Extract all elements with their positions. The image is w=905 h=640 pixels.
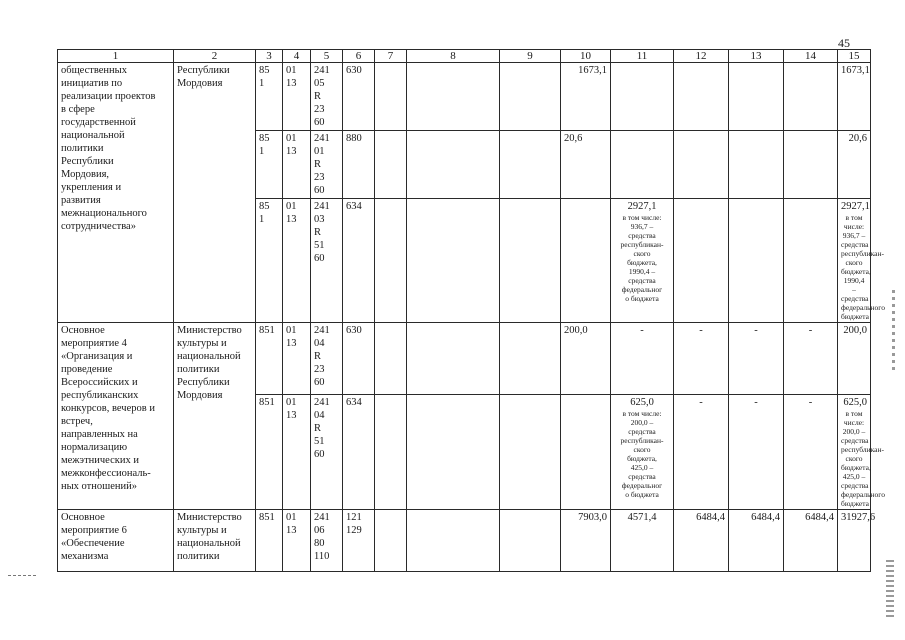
header-cell: 6 — [343, 50, 375, 63]
header-cell: 9 — [500, 50, 561, 63]
target-code: 241 03 R 51 60 — [311, 199, 343, 323]
funding-note: в том числе: 936,7 – средства республикан- ского бюджета, 1990,4 – средства федеральног о бюджета — [620, 213, 664, 303]
grbs-code: 85 1 — [256, 199, 283, 323]
target-code: 241 06 80 110 — [311, 510, 343, 572]
expense-code: 634 — [343, 199, 375, 323]
section-code: 01 13 — [283, 131, 311, 199]
header-cell: 15 — [838, 50, 871, 63]
funding-cell — [611, 199, 674, 323]
year-value: - — [611, 323, 674, 395]
year-value: - — [729, 323, 784, 395]
header-cell: 5 — [311, 50, 343, 63]
year-value: 1673,1 — [561, 63, 611, 131]
header-cell: 7 — [375, 50, 407, 63]
header-cell: 12 — [674, 50, 729, 63]
section-code: 01 13 — [283, 63, 311, 131]
grbs-code: 85 1 — [256, 131, 283, 199]
year-value: - — [729, 395, 784, 510]
total-note: в том числе: 936,7 – средства республикан- ского бюджета, 1990,4 – средства федерального бюджета — [841, 213, 885, 321]
total-note: в том числе: 200,0 – средства республикан- ского бюджета, 425,0 – средства федерального бюджета — [841, 409, 885, 508]
activity-name: общественных инициатив по реализации проектов в сфере государственной национальной политики Республики Мордовия, укрепления и развития межнационального сотрудничества» — [58, 63, 174, 323]
year-value: - — [674, 323, 729, 395]
section-code: 01 13 — [283, 510, 311, 572]
header-cell: 11 — [611, 50, 674, 63]
year-value: 6484,4 — [674, 510, 729, 572]
year-value: - — [784, 323, 838, 395]
executor: Республики Мордовия — [174, 63, 256, 323]
year-value: - — [674, 395, 729, 510]
header-cell: 13 — [729, 50, 784, 63]
expense-code: 121 129 — [343, 510, 375, 572]
expense-code: 630 — [343, 63, 375, 131]
section-code: 01 13 — [283, 323, 311, 395]
total-value: 625,0 — [843, 397, 867, 408]
expense-code: 880 — [343, 131, 375, 199]
grbs-code: 851 — [256, 395, 283, 510]
target-code: 241 05 R 23 60 — [311, 63, 343, 131]
year-value: 7903,0 — [561, 510, 611, 572]
year-value: 200,0 — [561, 323, 611, 395]
activity-name: Основное мероприятие 6 «Обеспечение механизма — [58, 510, 174, 572]
executor: Министерство культуры и национальной политики — [174, 510, 256, 572]
header-row — [58, 50, 871, 63]
funding-amount: 625,0 — [630, 397, 654, 408]
page-number: 45 — [838, 36, 850, 50]
activity-name: Основное мероприятие 4 «Организация и проведение Всероссийских и республиканских конкурсов, вечеров и встреч, направленных на нормализацию межэтнических и межконфессиональ- ных отношений» — [58, 323, 174, 510]
expense-code: 630 — [343, 323, 375, 395]
year-value: 6484,4 — [729, 510, 784, 572]
funding-note: в том числе: 200,0 – средства республикан- ского бюджета, 425,0 – средства федеральног о бюджета — [620, 409, 664, 499]
target-code: 241 04 R 51 60 — [311, 395, 343, 510]
grbs-code: 851 — [256, 323, 283, 395]
section-code: 01 13 — [283, 199, 311, 323]
total-value: 200,0 — [838, 323, 871, 395]
year-value: - — [784, 395, 838, 510]
grbs-code: 85 1 — [256, 63, 283, 131]
expense-code: 634 — [343, 395, 375, 510]
total-value: 2927,1 — [841, 201, 870, 212]
header-cell: 10 — [561, 50, 611, 63]
header-cell: 2 — [174, 50, 256, 63]
scan-artifact — [886, 560, 894, 620]
year-value: 20,6 — [561, 131, 611, 199]
grbs-code: 851 — [256, 510, 283, 572]
scan-artifact — [8, 575, 36, 577]
section-code: 01 13 — [283, 395, 311, 510]
funding-cell — [611, 395, 674, 510]
budget-table — [57, 49, 885, 572]
year-value: 4571,4 — [611, 510, 674, 572]
total-value: 1673,1 — [838, 63, 871, 131]
target-code: 241 04 R 23 60 — [311, 323, 343, 395]
total-value: 20,6 — [838, 131, 871, 199]
header-cell: 4 — [283, 50, 311, 63]
scan-artifact — [892, 290, 895, 370]
executor: Министерство культуры и национальной политики Республики Мордовия — [174, 323, 256, 510]
total-cell — [838, 199, 885, 323]
header-cell: 1 — [58, 50, 174, 63]
year-value: 6484,4 — [784, 510, 838, 572]
total-cell — [838, 395, 885, 510]
header-cell: 3 — [256, 50, 283, 63]
header-cell: 8 — [407, 50, 500, 63]
table-row — [58, 323, 871, 395]
header-cell: 14 — [784, 50, 838, 63]
table-row — [58, 63, 871, 131]
target-code: 241 01 R 23 60 — [311, 131, 343, 199]
total-value: 31927,6 — [838, 510, 871, 572]
funding-amount: 2927,1 — [627, 201, 657, 212]
table-row — [58, 510, 871, 572]
